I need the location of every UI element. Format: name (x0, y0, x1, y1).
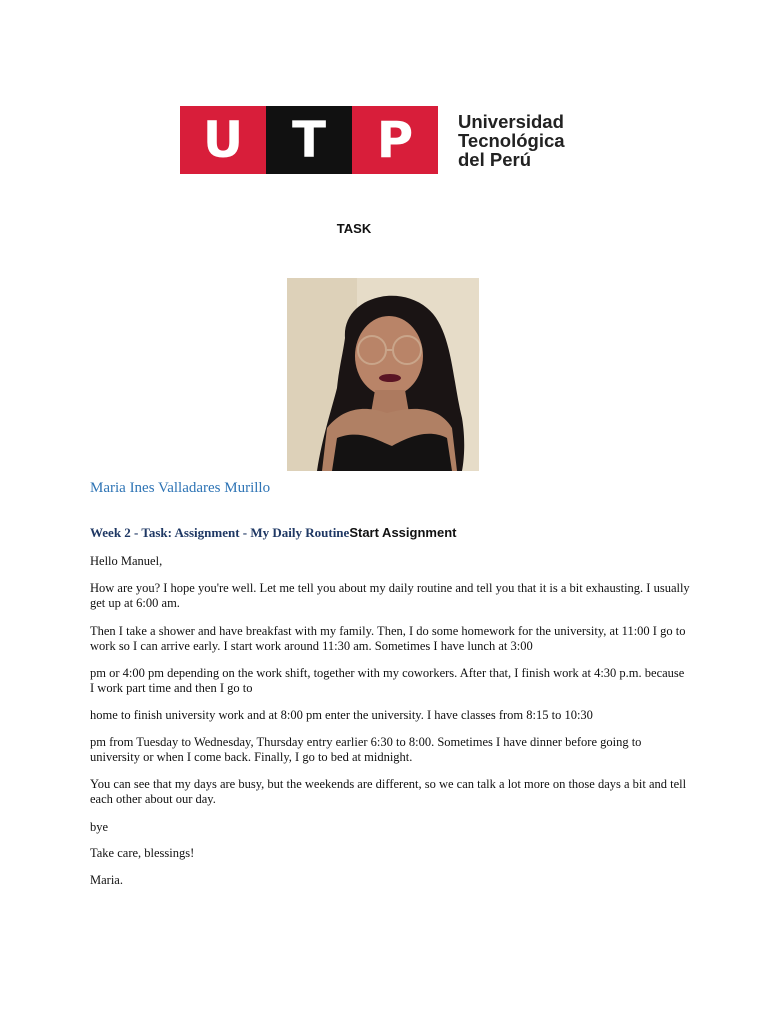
author-name: Maria Ines Valladares Murillo (90, 480, 271, 496)
letter-paragraph-5: pm from Tuesday to Wednesday, Thursday entry earlier 6:30 to 8:00. Sometimes I have dinner before going to university or when I come back. Finally, I go to bed at midnight. (90, 735, 642, 764)
assignment-heading (90, 525, 456, 541)
utp-logo (180, 106, 565, 174)
university-name (458, 112, 565, 169)
letter-paragraph-3: pm or 4:00 pm depending on the work shift, together with my coworkers. After that, I finish work at 4:30 p.m. because I work part time and then I go to (90, 666, 685, 695)
start-assignment-link[interactable]: Start Assignment (349, 525, 457, 540)
letter-paragraph-2: Then I take a shower and have breakfast with my family. Then, I do some homework for the university, at 11:00 I go to work so I can arrive early. I start work around 11:30 am. Sometimes I have lunch at 3:00 (90, 624, 686, 653)
letter-closing: Take care, blessings! (90, 846, 195, 860)
university-name-line-1: Universidad (458, 110, 564, 132)
logo-block-u (180, 106, 266, 174)
university-name-line-3: del Perú (458, 148, 531, 170)
letter-paragraph-6: You can see that my days are busy, but the weekends are different, so we can talk a lot more on those days a bit and tell each other about our day. (90, 777, 687, 806)
letter-signature: Maria. (90, 873, 123, 887)
letter-paragraph-4: home to finish university work and at 8:00 pm enter the university. I have classes from 8:15 to 10:30 (90, 708, 593, 722)
assignment-title: Week 2 - Task: Assignment - My Daily Routine (90, 525, 350, 540)
portrait-photo (287, 278, 479, 471)
utp-logo-blocks (180, 106, 438, 174)
logo-letter-t: T (291, 111, 327, 169)
university-name-line-2: Tecnológica (458, 129, 565, 151)
logo-block-t (266, 106, 352, 174)
letter-bye: bye (90, 820, 109, 834)
page-title: TASK (336, 221, 372, 236)
logo-block-p (352, 106, 438, 174)
letter-greeting: Hello Manuel, (90, 554, 163, 568)
logo-letter-p: P (376, 111, 414, 169)
logo-letter-u: U (202, 111, 244, 169)
portrait-illustration (287, 278, 479, 471)
letter-paragraph-1: How are you? I hope you're well. Let me tell you about my daily routine and tell you that it is a bit exhausting. I usually get up at 6:00 am. (90, 581, 690, 610)
